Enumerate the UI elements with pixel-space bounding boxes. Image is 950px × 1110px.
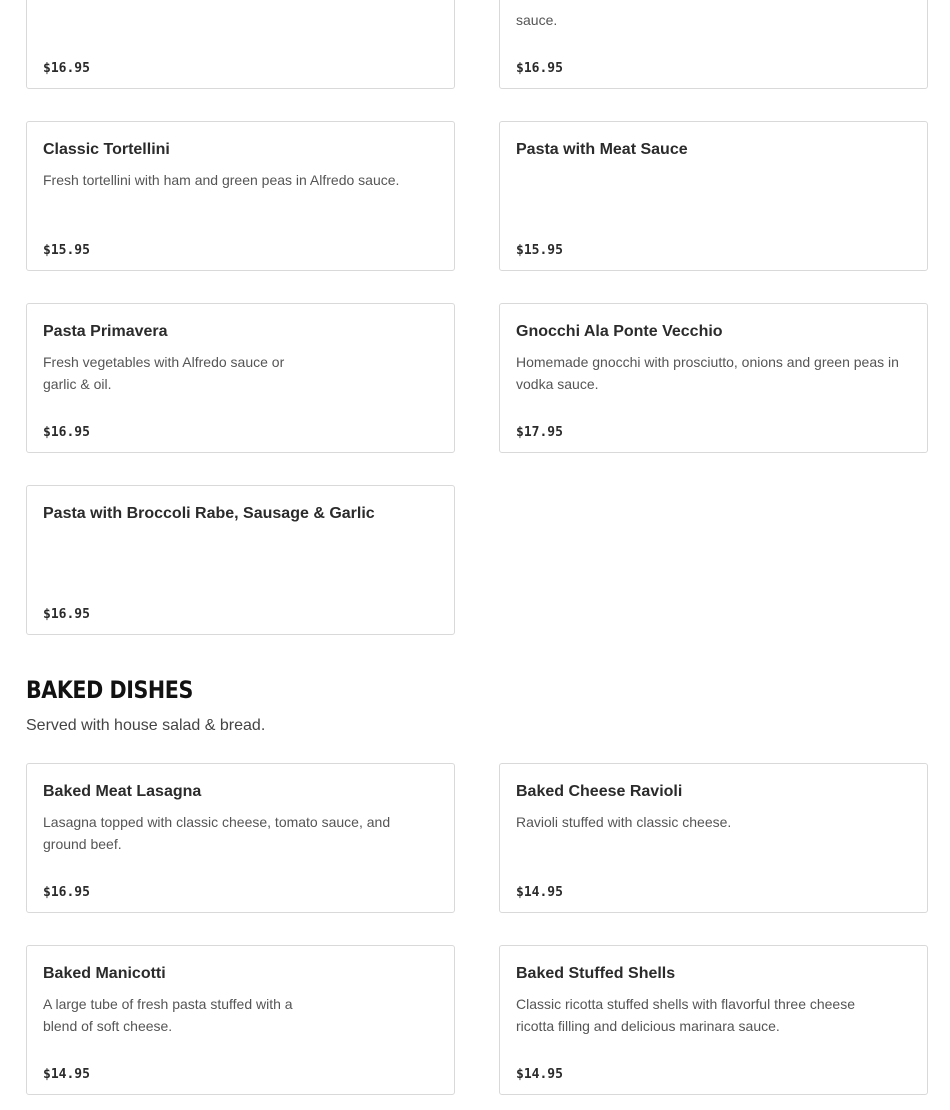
menu-item-price: $16.95: [43, 425, 90, 440]
menu-item-name: Baked Manicotti: [43, 965, 166, 982]
menu-item-price: $16.95: [516, 61, 563, 76]
menu-item-card[interactable]: [499, 763, 928, 913]
menu-item-description: Ravioli stuffed with classic cheese.: [516, 814, 732, 830]
menu-item-price: $14.95: [516, 885, 563, 900]
menu-item-name: Pasta Primavera: [43, 323, 168, 340]
menu-item-name: Classic Tortellini: [43, 141, 170, 158]
menu-item-card[interactable]: [499, 303, 928, 453]
menu-item-description: A large tube of fresh pasta stuffed with a blend of soft cheese.: [43, 996, 293, 1034]
menu-item-name: Baked Stuffed Shells: [516, 965, 676, 982]
menu-item-description: sauce.: [516, 12, 558, 28]
menu-item-description: Homemade gnocchi with prosciutto, onions and green peas in vodka sauce.: [516, 354, 899, 392]
menu-item-name: Gnocchi Ala Ponte Vecchio: [516, 323, 723, 340]
menu-item-card[interactable]: [26, 303, 455, 453]
menu-item-card[interactable]: [499, 0, 928, 89]
menu-item-description: Fresh vegetables with Alfredo sauce or garlic & oil.: [43, 354, 285, 392]
menu-item-card[interactable]: [26, 0, 455, 89]
menu-item-price: $14.95: [516, 1067, 563, 1082]
menu-item-price: $16.95: [43, 885, 90, 900]
menu-item-price: $15.95: [516, 243, 563, 258]
menu-item-description: Lasagna topped with classic cheese, tomato sauce, and ground beef.: [43, 814, 391, 852]
menu-item-name: Pasta with Broccoli Rabe, Sausage & Garlic: [43, 505, 375, 522]
menu-item-card[interactable]: [26, 121, 455, 271]
menu-item-description: Classic ricotta stuffed shells with flavorful three cheese ricotta filling and delicious marinara sauce.: [516, 996, 856, 1034]
section-title: BAKED DISHES: [26, 676, 193, 704]
menu-item-name: Baked Cheese Ravioli: [516, 783, 683, 800]
menu-item-price: $15.95: [43, 243, 90, 258]
menu-item-card[interactable]: [499, 945, 928, 1095]
menu-item-price: $14.95: [43, 1067, 90, 1082]
menu-item-card[interactable]: [499, 121, 928, 271]
menu-item-price: $17.95: [516, 425, 563, 440]
menu-item-price: $16.95: [43, 61, 90, 76]
menu-item-card[interactable]: [26, 945, 455, 1095]
section-subtitle: Served with house salad & bread.: [26, 717, 266, 734]
menu-item-card[interactable]: [26, 485, 455, 635]
menu-item-description: Fresh tortellini with ham and green peas in Alfredo sauce.: [43, 172, 400, 188]
menu-item-price: $16.95: [43, 607, 90, 622]
menu-item-name: Pasta with Meat Sauce: [516, 141, 688, 158]
menu-item-name: Baked Meat Lasagna: [43, 783, 202, 800]
menu-item-card[interactable]: [26, 763, 455, 913]
